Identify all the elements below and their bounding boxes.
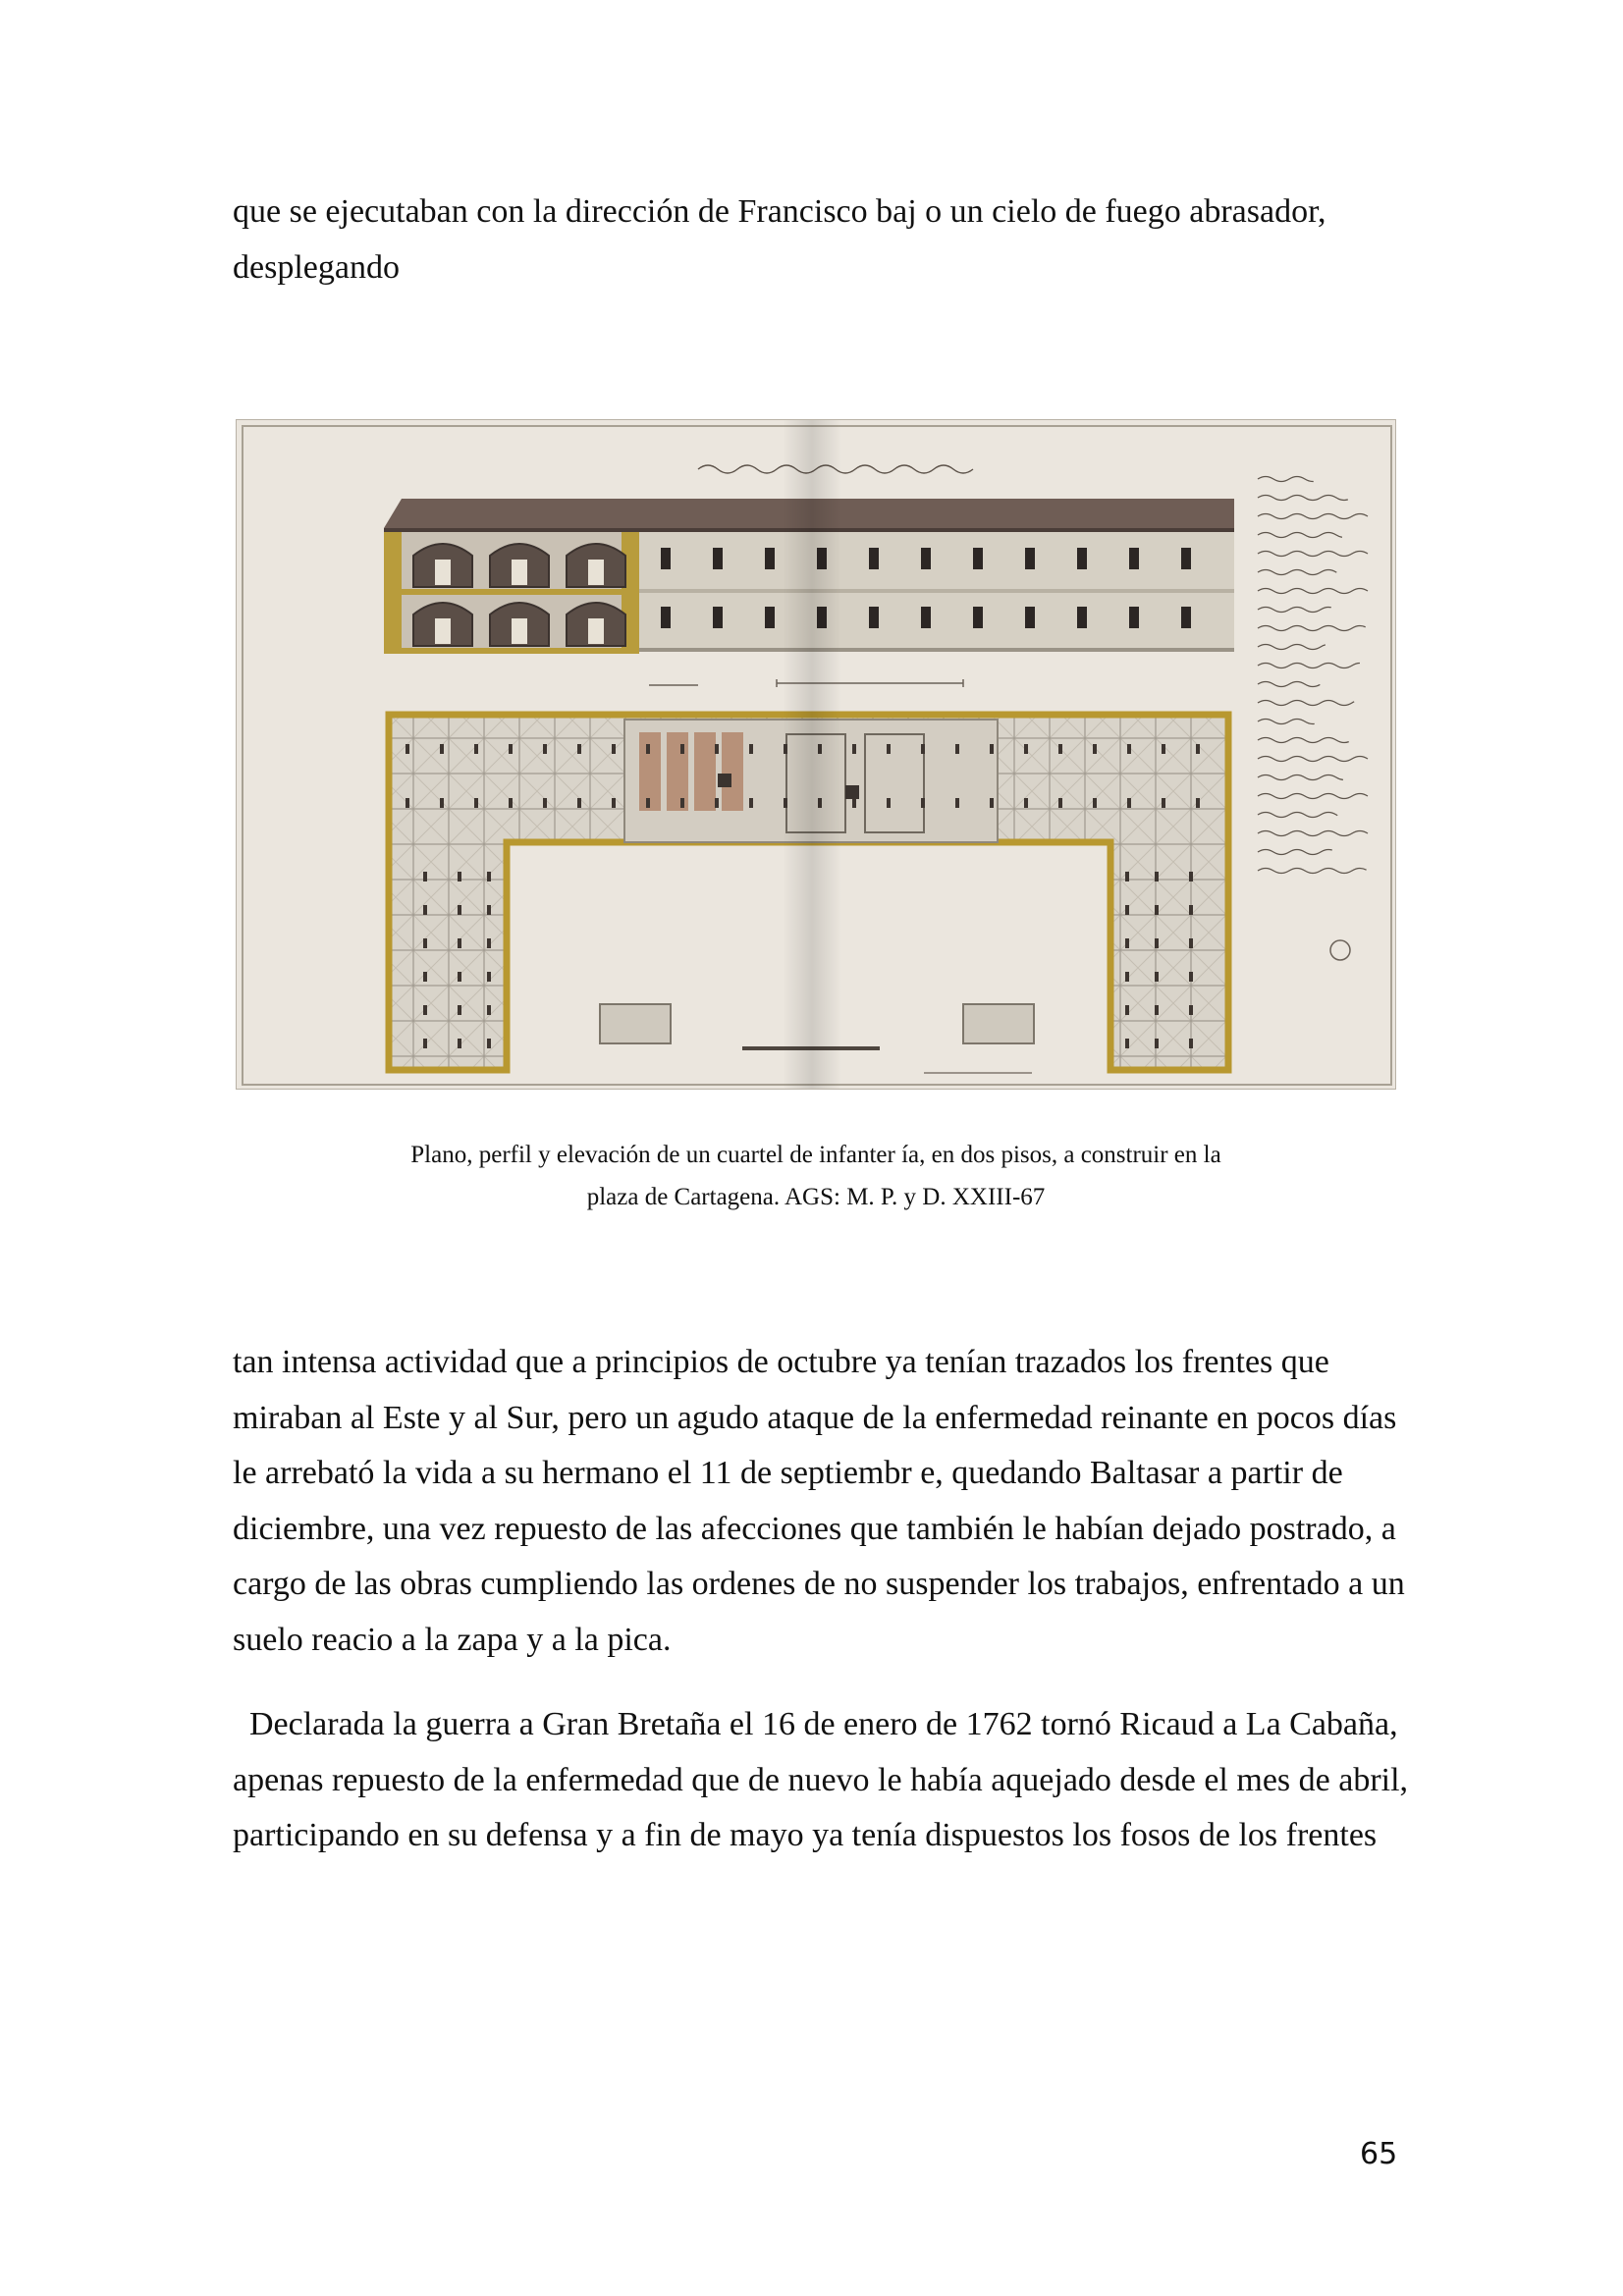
- pillar: [680, 798, 684, 808]
- text-line: que se ejecutaban con la dirección de Francisco baj o un cielo de fuego abrasador,: [233, 193, 1326, 230]
- text-line: suelo reacio a la zapa y a la pica.: [233, 1621, 672, 1658]
- pillar: [458, 972, 461, 982]
- pillar: [646, 744, 650, 754]
- paragraph-top: [233, 185, 1411, 295]
- text-line: desplegando: [233, 248, 400, 286]
- pillar: [1058, 798, 1062, 808]
- pillar: [1127, 744, 1131, 754]
- pillar: [487, 938, 491, 948]
- window: [1181, 607, 1191, 628]
- pillar: [423, 1039, 427, 1048]
- window: [1025, 548, 1035, 569]
- pillar: [1162, 744, 1165, 754]
- pillar: [921, 744, 925, 754]
- pillar: [955, 798, 959, 808]
- vault-opening: [435, 618, 451, 644]
- pillar: [646, 798, 650, 808]
- pillar: [1189, 1005, 1193, 1015]
- window: [869, 607, 879, 628]
- pillar: [612, 798, 616, 808]
- pillar: [509, 744, 513, 754]
- pillar: [1196, 744, 1200, 754]
- text-line: participando en su defensa y a fin de mayo ya tenía dispuestos los fosos de los frentes: [233, 1817, 1378, 1853]
- pillar: [1125, 938, 1129, 948]
- pillar: [440, 744, 444, 754]
- pillar: [1125, 905, 1129, 915]
- window: [713, 548, 723, 569]
- pillar: [1155, 972, 1159, 982]
- window: [973, 548, 983, 569]
- barracks-plan-drawing: [237, 420, 1396, 1090]
- vault-opening: [512, 560, 527, 585]
- pillar: [921, 798, 925, 808]
- pillar: [1125, 972, 1129, 982]
- window: [1025, 607, 1035, 628]
- pillar: [423, 1005, 427, 1015]
- text-line: tan intensa actividad que a principios de octubre ya tenían trazados los frentes que: [233, 1344, 1329, 1380]
- pillar: [1024, 744, 1028, 754]
- window: [1181, 548, 1191, 569]
- pillar: [1155, 872, 1159, 881]
- pillar: [487, 872, 491, 881]
- figure-caption: plaza de Cartagena. AGS: M. P. y D. XXIII-67: [586, 1184, 1046, 1210]
- vault-opening: [588, 618, 604, 644]
- pillar: [487, 1039, 491, 1048]
- room-mark: [845, 785, 859, 799]
- pillar: [1155, 938, 1159, 948]
- pillar: [487, 1005, 491, 1015]
- pillar: [487, 905, 491, 915]
- pillar: [1189, 1039, 1193, 1048]
- room-fill: [694, 732, 716, 811]
- pillar: [990, 744, 994, 754]
- text-line: cargo de las obras cumpliendo las ordenes de no suspender los trabajos, enfrentado a un: [233, 1566, 1405, 1602]
- pillar: [1155, 1039, 1159, 1048]
- pillar: [458, 938, 461, 948]
- text-line: miraban al Este y al Sur, pero un agudo ataque de la enfermedad reinante en pocos días: [233, 1399, 1397, 1436]
- pillar: [1189, 938, 1193, 948]
- text-line: le arrebató la vida a su hermano el 11 de septiembr e, quedando Baltasar a partir de: [233, 1455, 1343, 1491]
- pillar: [1093, 798, 1097, 808]
- pillar: [543, 798, 547, 808]
- window: [1129, 548, 1139, 569]
- pillar: [1127, 798, 1131, 808]
- window: [1077, 607, 1087, 628]
- paragraph-middle: [233, 1335, 1411, 1668]
- pillar: [577, 798, 581, 808]
- stair-left: [600, 1004, 671, 1043]
- pillar: [543, 744, 547, 754]
- pillar: [1058, 744, 1062, 754]
- room-fill: [667, 732, 688, 811]
- pillar: [715, 744, 719, 754]
- window: [661, 607, 671, 628]
- pillar: [1024, 798, 1028, 808]
- vault-opening: [512, 618, 527, 644]
- stair-right: [963, 1004, 1034, 1043]
- text-line: diciembre, una vez repuesto de las afecciones que también le habían dejado postrado, a: [233, 1510, 1396, 1547]
- room-fill: [722, 732, 743, 811]
- pillar: [715, 798, 719, 808]
- text-line: Declarada la guerra a Gran Bretaña el 16 de enero de 1762 tornó Ricaud a La Cabaña,: [233, 1706, 1398, 1742]
- pillar: [887, 744, 891, 754]
- vault-opening: [435, 560, 451, 585]
- pillar: [440, 798, 444, 808]
- pillar: [1189, 905, 1193, 915]
- pillar: [423, 972, 427, 982]
- figure-caption: Plano, perfil y elevación de un cuartel de infanter ía, en dos pisos, a construir en la: [410, 1142, 1221, 1168]
- page-number: 65: [1360, 2137, 1398, 2171]
- pillar: [852, 798, 856, 808]
- window: [661, 548, 671, 569]
- pillar: [509, 798, 513, 808]
- pillar: [680, 744, 684, 754]
- pillar: [474, 744, 478, 754]
- pillar: [612, 744, 616, 754]
- window: [973, 607, 983, 628]
- text-line: apenas repuesto de la enfermedad que de nuevo le había aquejado desde el mes de abril,: [233, 1761, 1409, 1798]
- pillar: [1162, 798, 1165, 808]
- pillar: [1189, 872, 1193, 881]
- pillar: [406, 744, 409, 754]
- window: [765, 607, 775, 628]
- vault-opening: [588, 560, 604, 585]
- pillar: [487, 972, 491, 982]
- pillar: [955, 744, 959, 754]
- pillar: [1125, 872, 1129, 881]
- pillar: [474, 798, 478, 808]
- paragraph-last: [233, 1697, 1411, 1864]
- pillar: [990, 798, 994, 808]
- pillar: [1125, 1039, 1129, 1048]
- pillar: [1196, 798, 1200, 808]
- pillar: [458, 1005, 461, 1015]
- window: [921, 607, 931, 628]
- architectural-plan-figure: [236, 419, 1396, 1090]
- pillar: [1189, 972, 1193, 982]
- pillar: [1155, 1005, 1159, 1015]
- pillar: [423, 905, 427, 915]
- pillar: [423, 872, 427, 881]
- pillar: [406, 798, 409, 808]
- pillar: [749, 798, 753, 808]
- pillar: [887, 798, 891, 808]
- pillar: [577, 744, 581, 754]
- window: [1077, 548, 1087, 569]
- window: [921, 548, 931, 569]
- pillar: [423, 938, 427, 948]
- pillar: [1093, 744, 1097, 754]
- room-mark: [718, 774, 731, 787]
- window: [869, 548, 879, 569]
- pillar: [458, 1039, 461, 1048]
- window: [1129, 607, 1139, 628]
- window: [765, 548, 775, 569]
- pillar: [1155, 905, 1159, 915]
- pillar: [458, 905, 461, 915]
- pillar: [458, 872, 461, 881]
- pillar: [749, 744, 753, 754]
- pillar: [1125, 1005, 1129, 1015]
- pillar: [852, 744, 856, 754]
- window: [713, 607, 723, 628]
